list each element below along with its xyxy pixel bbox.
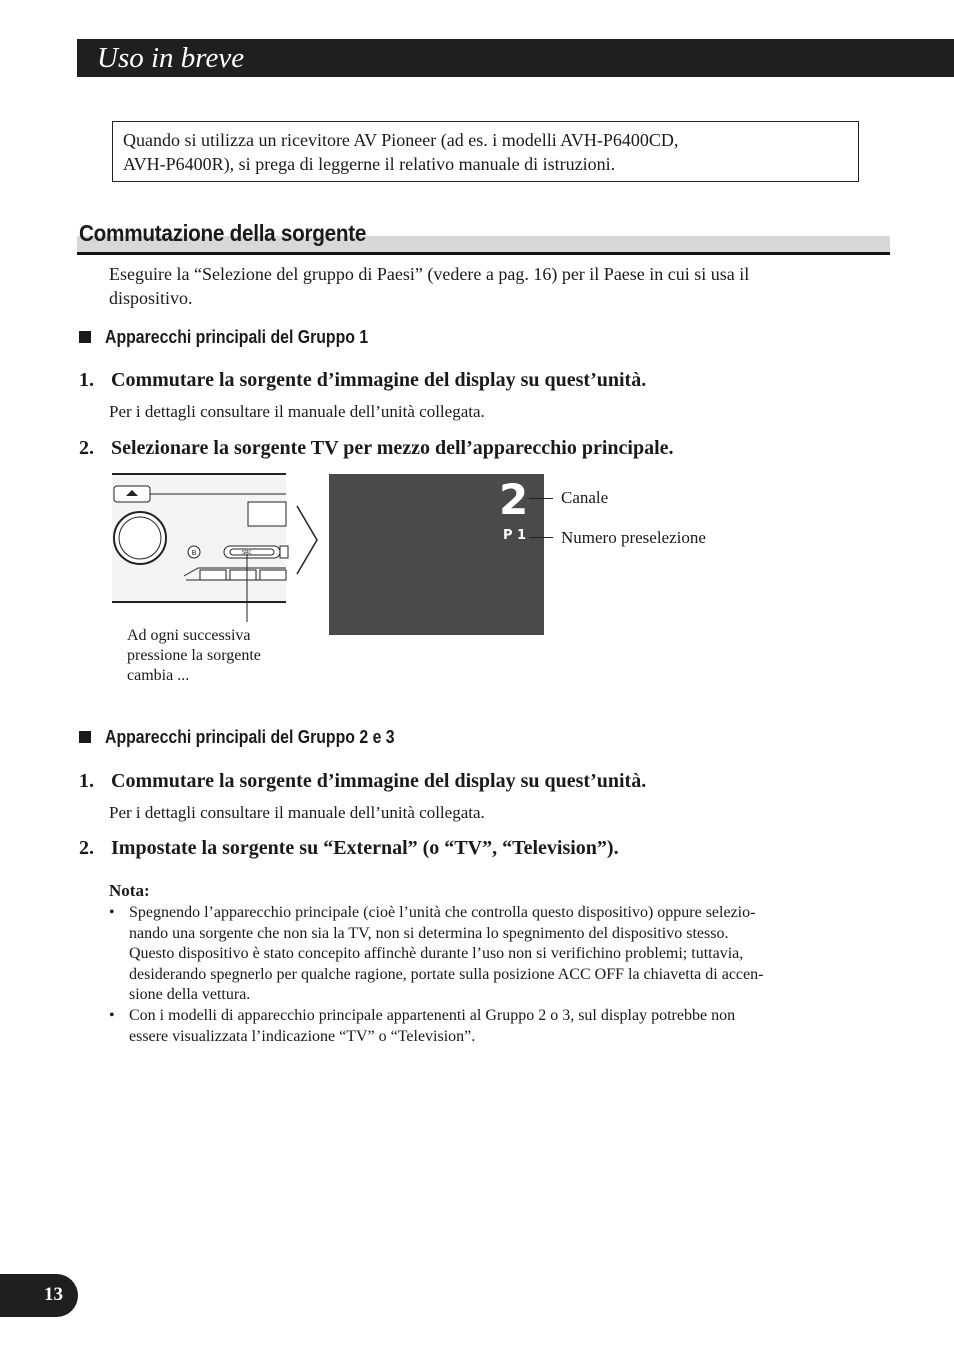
- note-bullet-1-line: Spegnendo l’apparecchio principale (cioè l’unità che controlla questo dispositivo) oppure selezio-: [129, 904, 756, 921]
- note-bullet-1-line: desiderando spegnerlo per qualche ragione, portate sulla posizione ACC OFF la chiavetta di accen-: [129, 965, 764, 983]
- page-number: 13: [44, 1284, 63, 1305]
- group23-step1: [79, 770, 879, 796]
- group1-step1: [79, 369, 879, 395]
- caption-line-1: Ad ogni successiva: [127, 627, 251, 644]
- step-number: 2.: [79, 437, 94, 459]
- note-bullet-1: [109, 903, 869, 1006]
- group1-heading: Apparecchi principali del Gruppo 1: [105, 327, 369, 347]
- page-number-tab: [0, 1274, 78, 1317]
- page-title: Uso in breve: [97, 42, 245, 74]
- step-text: Commutare la sorgente d’immagine del display su quest’unità.: [111, 770, 647, 792]
- notice-line-2: AVH-P6400R), si prega di leggerne il relativo manuale di istruzioni.: [123, 154, 616, 174]
- note-bullet-2-line: Con i modelli di apparecchio principale appartenenti al Gruppo 2 o 3, sul display potrebbe non: [129, 1007, 736, 1024]
- step-number: 2.: [79, 837, 94, 859]
- square-bullet-icon: [79, 331, 91, 343]
- header-bar: [77, 39, 954, 77]
- channel-readout: 2: [499, 475, 529, 524]
- note-bullet-1-line: sione della vettura.: [129, 986, 251, 1003]
- group1-step2: [79, 437, 899, 463]
- group1-heading-row: [79, 327, 404, 348]
- preset-leader-line: [529, 537, 553, 538]
- channel-label: Canale: [561, 488, 609, 507]
- group23-step1-detail: Per i dettagli consultare il manuale dell’unità collegata.: [109, 803, 485, 822]
- caption-line-2: pressione la sorgente: [127, 647, 261, 664]
- note-bullet-1-line: Questo dispositivo è stato concepito affinchè durante l’uso non si verifichino problemi; tuttavia,: [129, 945, 744, 962]
- step-text: Impostate la sorgente su “External” (o “TV”, “Television”).: [111, 837, 619, 859]
- intro-line-1: Eseguire la “Selezione del gruppo di Paesi” (vedere a pag. 16) per il Paese in cui si usa il: [109, 264, 750, 284]
- figure-caption: [127, 626, 261, 686]
- section-intro: [109, 262, 749, 310]
- note-title: Nota:: [109, 881, 150, 900]
- notice-line-1: Quando si utilizza un ricevitore AV Pioneer (ad es. i modelli AVH-P6400CD,: [123, 130, 679, 150]
- group1-step1-detail: Per i dettagli consultare il manuale dell’unità collegata.: [109, 402, 485, 421]
- src-button-label: SRC: [242, 550, 252, 556]
- bullet-dot: •: [109, 904, 115, 921]
- section-title: Commutazione della sorgente: [79, 220, 367, 246]
- svg-text:B: B: [191, 549, 197, 557]
- step-text: Commutare la sorgente d’immagine del display su quest’unità.: [111, 369, 647, 391]
- head-unit-illustration: [110, 472, 322, 634]
- group23-heading-row: [79, 727, 434, 748]
- note-bullet-2-line: essere visualizzata l’indicazione “TV” o “Television”.: [129, 1027, 476, 1045]
- note-bullet-2: [109, 1006, 869, 1047]
- note-bullet-1-line: nando una sorgente che non sia la TV, non si determina lo spegnimento del dispositivo stesso.: [129, 924, 729, 942]
- step-number: 1.: [79, 770, 94, 792]
- group23-heading: Apparecchi principali del Gruppo 2 e 3: [105, 727, 395, 747]
- notice-box: [112, 121, 859, 182]
- channel-leader-line: [529, 498, 553, 499]
- preset-readout: P 1: [503, 528, 527, 543]
- section-rule: [77, 252, 890, 255]
- bullet-dot: •: [109, 1007, 115, 1024]
- preset-label: Numero preselezione: [561, 528, 706, 547]
- intro-line-2: dispositivo.: [109, 288, 193, 308]
- step-text: Selezionare la sorgente TV per mezzo dell’apparecchio principale.: [111, 437, 674, 459]
- square-bullet-icon: [79, 731, 91, 743]
- caption-line-3: cambia ...: [127, 667, 190, 684]
- group23-step2: [79, 837, 879, 863]
- step-number: 1.: [79, 369, 94, 391]
